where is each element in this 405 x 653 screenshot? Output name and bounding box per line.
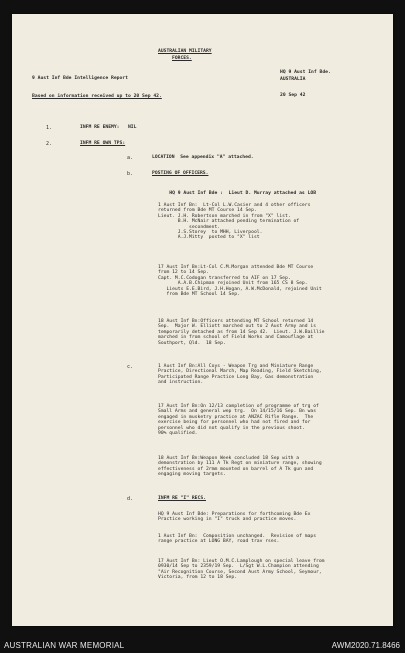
report-basis: Based on information received up to 20 Sep 42. — [32, 94, 162, 99]
title-line-1: AUSTRALIAN MILITARY — [158, 49, 212, 54]
section-heading-enemy: INFM RE ENEMY: NIL — [80, 125, 137, 130]
paragraph-17-bn-training: 17 Aust Inf Bn:On 12/13 completion of programme of trg of Small Arms and general wep trg. On 14/15/16 Sep. Bn was engaged in musketry practice at ANZAC Rifle Range. The exercise being for personnel who had not fired and for personnel who did not qualify in the previous shoot. 90% qualified. — [158, 404, 319, 437]
paragraph-1-bn-i-recs: 1 Aust Inf Bn: Composition unchanged. Revision of maps range practice at LONG BAY, road trav rses. — [158, 534, 317, 545]
paragraph-hq-posting: HQ 9 Aust Inf Bde : Lieut D. Murray attached as LOB — [169, 191, 317, 197]
subsection-posting: POSTING OF OFFICERS. — [152, 171, 209, 176]
title-line-2: FORCES. — [172, 56, 192, 61]
paragraph-1-bn-training: 1 Aust Inf Bn:All Coys - Weapon Trg and Miniature Range Practice, Directional March, Map Reading, Field Sketching, Participated Range Practice Long Bay, Gas demonstration and instruction. — [158, 364, 322, 386]
paragraph-17-bn-posting: 17 Aust Inf Bn:Lt-Col C.M.Morgan attended Bde MT Course from 12 to 14 Sep. Capt. M.C.Codogan transferred to AIF on 17 Sep. A.A.B.Chipman rejoined Unit from 165 CS 8 Sep. Lieuts E.E.Bird, J.H.Hogan, A.W.McDonald, rejoined Unit from Bde MT School 14 Sep. — [158, 265, 322, 298]
subsection-letter: c. — [127, 364, 134, 370]
paragraph-18-bn-training: 18 Aust Inf Bn:Weapon Week concluded 18 Sep with a demonstration by 111 A Tk Regt on miniature range, showing effectiveness of 2rmm mounted on barrel of A Tk gun and engaging moving targets. — [158, 456, 322, 478]
section-number: 2. — [46, 141, 53, 147]
subsection-location: LOCATION See appendix "A" attached. — [152, 155, 254, 160]
report-date: 20 Sep 42 — [280, 93, 306, 98]
footer-institution: AUSTRALIAN WAR MEMORIAL — [4, 641, 125, 650]
document-page — [12, 14, 393, 626]
subsection-letter: b. — [127, 171, 134, 177]
paragraph-18-bn-posting: 18 Aust Inf Bn:Officers attending MT School returned 14 Sep. Major W. Elliott marched out to 2 Aust Army and is temporarily detached as from 14 Sep 42. Lieut. J.W.Baillie marched in from school of Field Works and Camouflage at Southport, Qld. 18 Sep. — [158, 319, 325, 346]
hq-line-1: HQ 9 Aust Inf Bde. — [280, 70, 331, 75]
paragraph-hq-i-recs: HQ 9 Aust Inf Bde: Preparations for forthcoming Bde Ex Practice working in "I" truck and practice moves. — [158, 512, 311, 523]
section-number: 1. — [46, 125, 53, 131]
footer-accession-number: AWM2020.71.8466 — [331, 641, 400, 650]
report-title: 9 Aust Inf Bde Intelligence Report — [32, 76, 128, 81]
subsection-letter: a. — [127, 155, 134, 161]
paragraph-1-bn-posting: 1 Aust Inf Bn: Lt-Col L.W.Casier and 4 other officers returned from Bde MT Course 14 Sep. Lieut. J.H. Robertson marched in from "X" list. B.H. McNair attached pending termination of secondment. J.S.Storey to MHH, Liverpool. A.J.Mitty posted to "X" list — [158, 203, 311, 241]
section-heading-own-troops: INFM RE OWN TPS: — [80, 141, 126, 146]
subsection-i-recs: INFM RE "I" RECS. — [158, 496, 206, 501]
footer-bar — [0, 640, 405, 653]
hq-line-2: AUSTRALIA — [280, 77, 306, 82]
subsection-letter: d. — [127, 496, 134, 502]
paragraph-17-bn-i-recs: 17 Aust Inf Bn: Lieut O.M.C.Lamplough on special leave from 0930/14 Sep to 2359/19 Sep. L/Sgt W.L.Champion attending "Air Recognition Course, Second Aust Army School, Seymour, Victoria, from 12 to 18 Sep. — [158, 559, 325, 581]
